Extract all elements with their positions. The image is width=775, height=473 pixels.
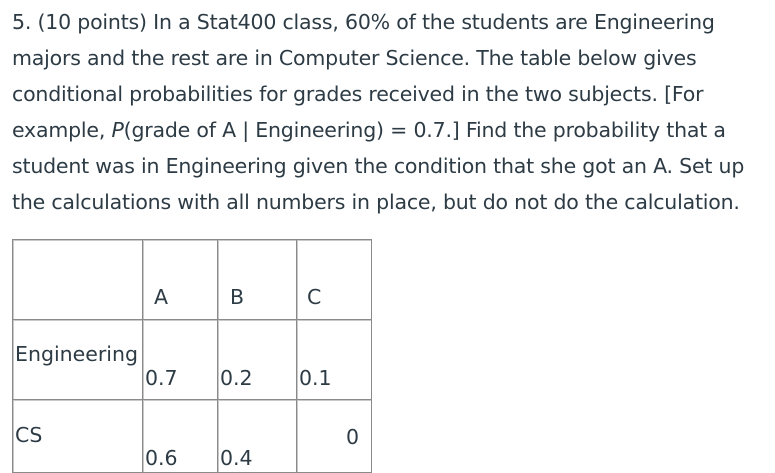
conditional-probability-table	[12, 239, 372, 473]
question-line-4-end: (grade of A | Engineering) = 0.7.] Find the probability that a	[123, 118, 726, 142]
question-line-4	[12, 112, 772, 148]
probability-symbol: P	[111, 118, 124, 142]
question-text	[12, 4, 772, 220]
table-corner-cell	[13, 240, 143, 320]
value-engineering-c: 0.1	[299, 366, 332, 390]
value-cs-b: 0.4	[220, 446, 253, 470]
cell-engineering-b	[218, 320, 297, 400]
row-label-engineering: Engineering	[15, 342, 138, 366]
cell-engineering-c	[297, 320, 372, 400]
question-line-4-start: example,	[12, 118, 112, 142]
question-line-5: student was in Engineering given the condition that she got an A. Set up	[12, 154, 745, 178]
value-engineering-b: 0.2	[220, 366, 253, 390]
cell-engineering-a	[143, 320, 218, 400]
table-row	[13, 320, 372, 400]
cell-cs-a	[143, 400, 218, 473]
question-line-3: conditional probabilities for grades received in the two subjects. [For	[12, 82, 704, 106]
column-header-c	[297, 240, 372, 320]
column-header-b-label: B	[230, 285, 245, 309]
table-row	[13, 400, 372, 473]
value-cs-c: 0	[346, 425, 360, 449]
cell-cs-c	[297, 400, 372, 473]
row-header-cs	[13, 400, 143, 473]
question-line-2: majors and the rest are in Computer Science. The table below gives	[12, 46, 697, 70]
column-header-c-label: C	[307, 285, 322, 309]
column-header-a-label: A	[154, 285, 169, 309]
column-header-b	[218, 240, 297, 320]
question-line-1: 5. (10 points) In a Stat400 class, 60% of the students are Engineering	[12, 10, 715, 34]
value-engineering-a: 0.7	[145, 366, 178, 390]
table-header-row	[13, 240, 372, 320]
row-label-cs: CS	[15, 423, 43, 447]
row-header-engineering	[13, 320, 143, 400]
question-line-6: the calculations with all numbers in place, but do not do the calculation.	[12, 190, 740, 214]
column-header-a	[143, 240, 218, 320]
value-cs-a: 0.6	[145, 446, 178, 470]
cell-cs-b	[218, 400, 297, 473]
